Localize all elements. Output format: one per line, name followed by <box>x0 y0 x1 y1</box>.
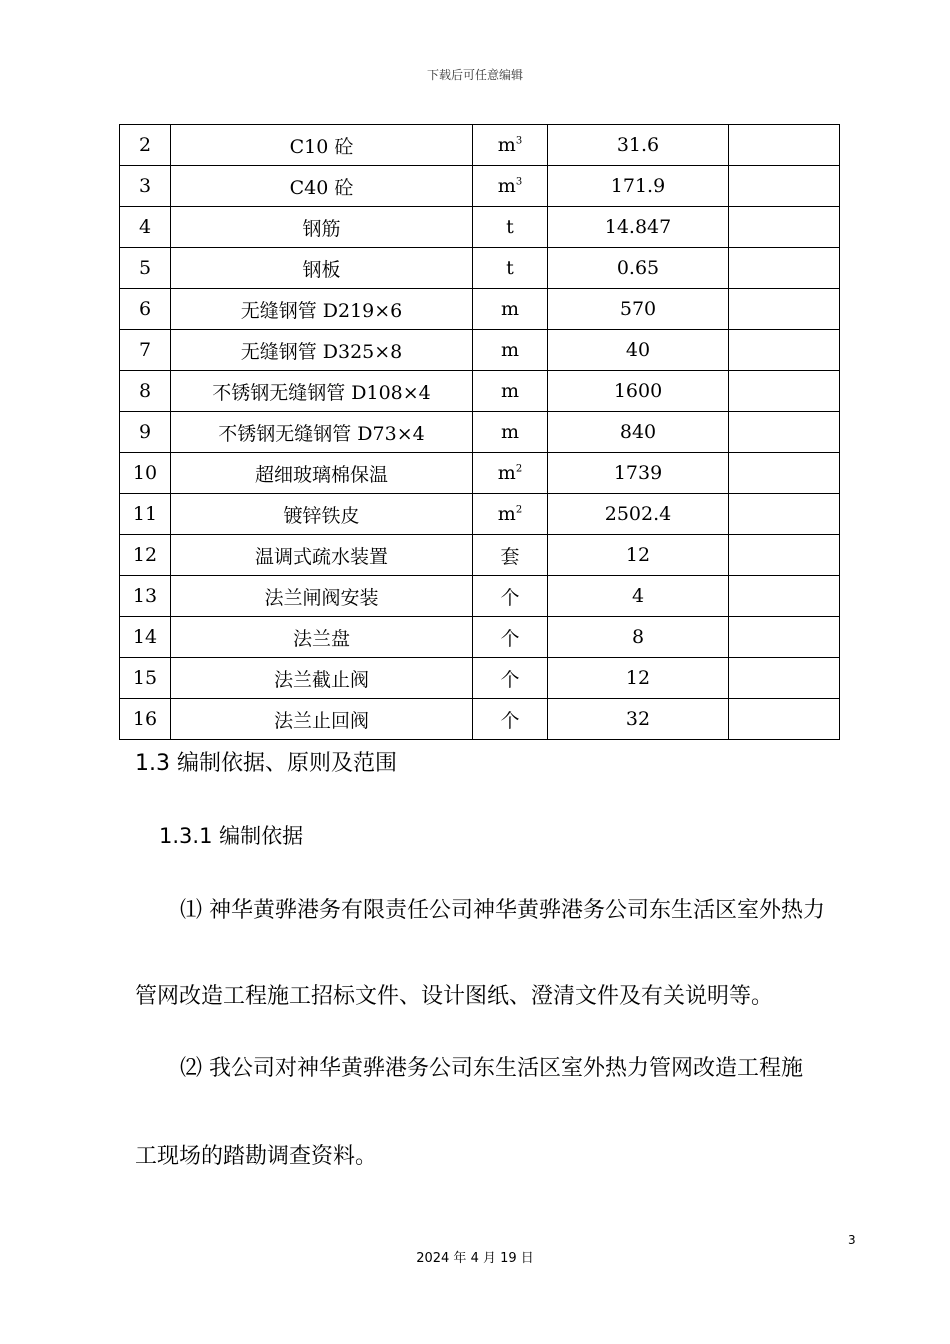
row-number-cell <box>120 617 171 658</box>
row-number-cell-text: 4 <box>138 216 152 238</box>
row-number-cell-text: 16 <box>132 708 158 730</box>
item-name-cell <box>171 330 473 371</box>
unit-cell <box>473 494 548 535</box>
row-number-cell-text: 6 <box>138 298 152 320</box>
quantity-cell-text: 1739 <box>613 462 663 484</box>
row-number-cell <box>120 658 171 699</box>
table-row <box>120 166 840 207</box>
quantity-cell <box>548 371 729 412</box>
row-number-cell <box>120 412 171 453</box>
quantity-table-body <box>120 125 840 740</box>
item-name-cell-text: 镀锌铁皮 <box>283 504 360 527</box>
row-number-cell <box>120 166 171 207</box>
unit-cell-text: 个 <box>500 709 520 732</box>
row-number-cell <box>120 289 171 330</box>
item-name-cell <box>171 248 473 289</box>
item-name-cell-text: 法兰止回阀 <box>273 709 369 732</box>
unit-cell <box>473 699 548 740</box>
item-name-cell <box>171 371 473 412</box>
item-name-cell-text: 不锈钢无缝钢管 D108×4 <box>212 381 431 404</box>
note-cell <box>729 166 840 207</box>
row-number-cell <box>120 371 171 412</box>
item-name-cell-text: 法兰盘 <box>292 627 350 650</box>
row-number-cell-text: 5 <box>138 257 152 279</box>
unit-cell-text: m <box>500 339 520 361</box>
quantity-cell-text: 40 <box>625 339 651 361</box>
table-row <box>120 289 840 330</box>
paragraph-1-line-1: ⑴ 神华黄骅港务有限责任公司神华黄骅港务公司东生活区室外热力 <box>180 898 825 923</box>
quantity-cell <box>548 658 729 699</box>
quantity-cell <box>548 207 729 248</box>
unit-cell <box>473 125 548 166</box>
quantity-cell <box>548 535 729 576</box>
table-row <box>120 371 840 412</box>
table-row <box>120 248 840 289</box>
item-name-cell-text: 无缝钢管 D325×8 <box>240 340 403 363</box>
unit-cell-text: 个 <box>500 627 520 650</box>
item-name-cell-text: 温调式疏水装置 <box>254 545 388 568</box>
quantity-cell <box>548 166 729 207</box>
row-number-cell-text: 9 <box>138 421 152 443</box>
quantity-table <box>119 124 840 740</box>
row-number-cell-text: 2 <box>138 134 152 156</box>
row-number-cell <box>120 248 171 289</box>
page-number: 3 <box>848 1233 856 1247</box>
page-header: 下载后可任意编辑 <box>426 68 523 82</box>
section-title: 1.3 编制依据、原则及范围 <box>135 751 397 776</box>
item-name-cell-text: 不锈钢无缝钢管 D73×4 <box>218 422 425 445</box>
quantity-cell-text: 0.65 <box>616 257 660 279</box>
quantity-cell-text: 570 <box>619 298 657 320</box>
note-cell <box>729 207 840 248</box>
row-number-cell-text: 11 <box>132 503 158 525</box>
unit-cell-text: m <box>500 421 520 443</box>
item-name-cell-text: 无缝钢管 D219×6 <box>240 299 403 322</box>
quantity-cell-text: 14.847 <box>604 216 672 238</box>
unit-cell-text: t <box>506 216 514 238</box>
unit-cell <box>473 166 548 207</box>
note-cell <box>729 330 840 371</box>
unit-cell-text: 套 <box>500 545 520 568</box>
note-cell <box>729 617 840 658</box>
quantity-cell-text: 32 <box>625 708 651 730</box>
unit-cell <box>473 535 548 576</box>
item-name-cell-text: 钢板 <box>302 258 341 281</box>
item-name-cell <box>171 289 473 330</box>
table-row <box>120 658 840 699</box>
quantity-cell-text: 31.6 <box>616 134 660 156</box>
item-name-cell <box>171 166 473 207</box>
quantity-cell-text: 4 <box>631 585 645 607</box>
row-number-cell-text: 10 <box>132 462 158 484</box>
unit-cell <box>473 207 548 248</box>
row-number-cell-text: 8 <box>138 380 152 402</box>
quantity-cell <box>548 576 729 617</box>
subsection-title: 1.3.1 编制依据 <box>159 824 304 848</box>
item-name-cell <box>171 699 473 740</box>
item-name-cell <box>171 412 473 453</box>
item-name-cell <box>171 576 473 617</box>
unit-cell <box>473 617 548 658</box>
quantity-cell <box>548 289 729 330</box>
row-number-cell-text: 13 <box>132 585 158 607</box>
quantity-cell <box>548 248 729 289</box>
note-cell <box>729 699 840 740</box>
note-cell <box>729 453 840 494</box>
item-name-cell <box>171 658 473 699</box>
row-number-cell <box>120 576 171 617</box>
quantity-cell <box>548 453 729 494</box>
item-name-cell-text: 法兰截止阀 <box>273 668 369 691</box>
unit-cell-text: m <box>497 134 516 156</box>
row-number-cell-text: 3 <box>138 175 152 197</box>
item-name-cell-text: 钢筋 <box>302 217 341 240</box>
note-cell <box>729 289 840 330</box>
note-cell <box>729 248 840 289</box>
unit-exponent: 3 <box>515 176 523 188</box>
table-row <box>120 125 840 166</box>
note-cell <box>729 658 840 699</box>
unit-cell <box>473 658 548 699</box>
table-row <box>120 576 840 617</box>
row-number-cell-text: 7 <box>138 339 152 361</box>
row-number-cell <box>120 207 171 248</box>
quantity-cell <box>548 330 729 371</box>
unit-cell <box>473 453 548 494</box>
item-name-cell <box>171 617 473 658</box>
row-number-cell <box>120 125 171 166</box>
table-row <box>120 412 840 453</box>
quantity-cell-text: 171.9 <box>610 175 666 197</box>
unit-cell-text: m <box>500 298 520 320</box>
quantity-cell <box>548 699 729 740</box>
item-name-cell <box>171 494 473 535</box>
table-row <box>120 453 840 494</box>
item-name-cell-text: C10 砼 <box>289 135 354 158</box>
unit-exponent: 2 <box>515 463 523 475</box>
unit-cell-text: 个 <box>500 668 520 691</box>
table-row <box>120 699 840 740</box>
table-row <box>120 330 840 371</box>
note-cell <box>729 371 840 412</box>
quantity-cell <box>548 412 729 453</box>
row-number-cell-text: 15 <box>132 667 158 689</box>
row-number-cell <box>120 535 171 576</box>
table-row <box>120 494 840 535</box>
unit-cell-text: m <box>497 503 516 525</box>
item-name-cell <box>171 535 473 576</box>
table-row <box>120 207 840 248</box>
item-name-cell-text: 超细玻璃棉保温 <box>254 463 388 486</box>
row-number-cell <box>120 453 171 494</box>
row-number-cell <box>120 330 171 371</box>
quantity-cell-text: 2502.4 <box>604 503 672 525</box>
quantity-cell <box>548 494 729 535</box>
quantity-cell <box>548 617 729 658</box>
unit-exponent: 3 <box>515 135 523 147</box>
unit-cell <box>473 371 548 412</box>
quantity-cell-text: 12 <box>625 667 651 689</box>
note-cell <box>729 576 840 617</box>
row-number-cell <box>120 699 171 740</box>
row-number-cell-text: 14 <box>132 626 158 648</box>
item-name-cell <box>171 453 473 494</box>
row-number-cell-text: 12 <box>132 544 158 566</box>
unit-cell <box>473 330 548 371</box>
table-row <box>120 617 840 658</box>
quantity-cell-text: 840 <box>619 421 657 443</box>
unit-cell-text: 个 <box>500 586 520 609</box>
paragraph-2-line-1: ⑵ 我公司对神华黄骅港务公司东生活区室外热力管网改造工程施 <box>180 1056 803 1081</box>
footer-date: 2024 年 4 月 19 日 <box>416 1251 534 1266</box>
unit-cell <box>473 412 548 453</box>
note-cell <box>729 535 840 576</box>
unit-cell <box>473 289 548 330</box>
unit-cell-text: m <box>500 380 520 402</box>
row-number-cell <box>120 494 171 535</box>
unit-cell <box>473 576 548 617</box>
note-cell <box>729 125 840 166</box>
note-cell <box>729 494 840 535</box>
item-name-cell-text: C40 砼 <box>289 176 354 199</box>
unit-cell-text: t <box>506 257 514 279</box>
note-cell <box>729 412 840 453</box>
unit-exponent: 2 <box>515 504 523 516</box>
paragraph-1-line-2: 管网改造工程施工招标文件、设计图纸、澄清文件及有关说明等。 <box>135 984 774 1009</box>
unit-cell-text: m <box>497 462 516 484</box>
quantity-cell-text: 1600 <box>613 380 663 402</box>
table-row <box>120 535 840 576</box>
quantity-cell-text: 12 <box>625 544 651 566</box>
quantity-cell <box>548 125 729 166</box>
item-name-cell <box>171 125 473 166</box>
item-name-cell-text: 法兰闸阀安装 <box>264 586 379 609</box>
quantity-cell-text: 8 <box>631 626 645 648</box>
item-name-cell <box>171 207 473 248</box>
paragraph-2-line-2: 工现场的踏勘调查资料。 <box>135 1144 378 1169</box>
unit-cell <box>473 248 548 289</box>
unit-cell-text: m <box>497 175 516 197</box>
